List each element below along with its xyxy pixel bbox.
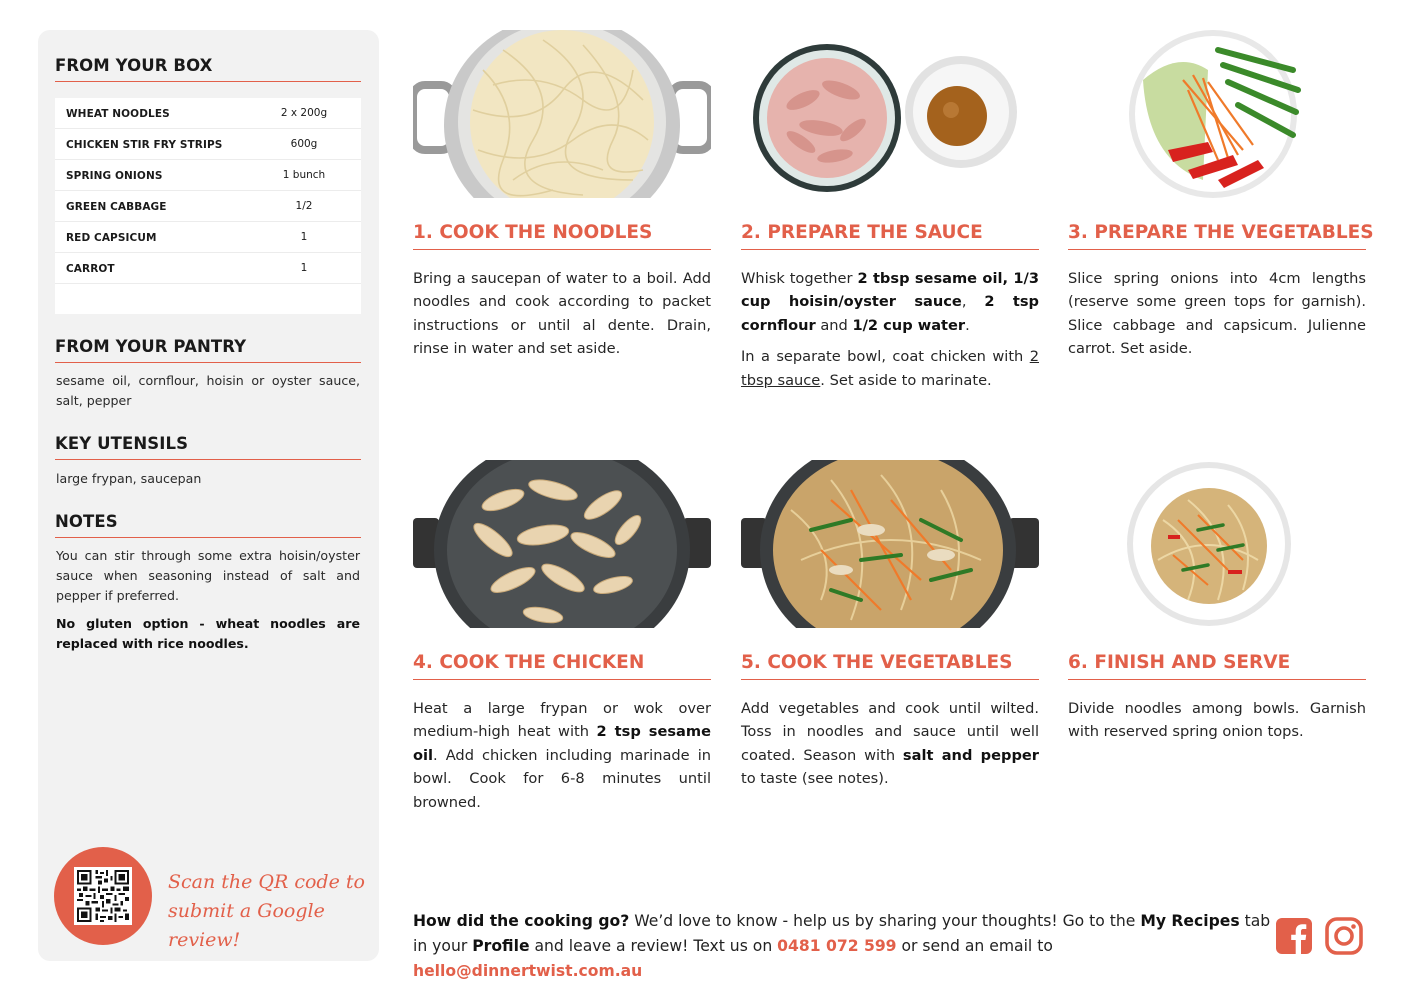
sidebar bbox=[38, 30, 379, 961]
table-row bbox=[55, 191, 361, 222]
step-body bbox=[413, 267, 711, 361]
step-body bbox=[413, 697, 711, 814]
step-text: . Set aside to marinate. bbox=[820, 371, 992, 389]
step-paragraph bbox=[741, 345, 1039, 392]
table-row bbox=[55, 222, 361, 253]
utensils-heading: KEY UTENSILS bbox=[55, 434, 361, 460]
step-text: . bbox=[965, 316, 970, 334]
ingredient-qty: 1 bbox=[300, 231, 308, 243]
step-body bbox=[741, 697, 1039, 791]
table-row bbox=[55, 98, 361, 129]
noodles-in-colander-photo bbox=[413, 30, 711, 198]
step-text: to taste (see notes). bbox=[741, 770, 889, 788]
footer-text-3: and leave a review! Text us on bbox=[529, 937, 778, 955]
ingredient-name: CARROT bbox=[66, 263, 115, 275]
pantry-text: sesame oil, cornflour, hoisin or oyster sauce, salt, pepper bbox=[56, 373, 360, 408]
step-text: Heat a large frypan or wok over medium-high heat with bbox=[413, 700, 711, 741]
utensils-text: large frypan, saucepan bbox=[56, 471, 202, 486]
step-paragraph bbox=[741, 697, 1039, 791]
chicken-in-frypan-photo bbox=[413, 460, 711, 628]
ingredient-qty: 1 bunch bbox=[282, 169, 326, 181]
footer-question: How did the cooking go? bbox=[413, 912, 630, 930]
qr-caption bbox=[168, 868, 368, 955]
notes-text: You can stir through some extra hoisin/oyster sauce when seasoning instead of salt and pepper if preferred. bbox=[56, 548, 360, 603]
step-paragraph bbox=[1068, 267, 1366, 361]
table-row bbox=[55, 253, 361, 284]
table-row bbox=[55, 129, 361, 160]
instagram-icon[interactable] bbox=[1325, 917, 1363, 955]
ingredient-name: RED CAPSICUM bbox=[66, 232, 157, 244]
stir-fry-in-frypan-photo bbox=[741, 460, 1039, 628]
step-title: 2. PREPARE THE SAUCE bbox=[741, 222, 1039, 250]
step-underlined-text: 2 tbsp sauce bbox=[741, 348, 1039, 389]
ingredient-name: WHEAT NOODLES bbox=[66, 108, 170, 120]
step-bold-text: 2 tsp sesame oil bbox=[413, 723, 711, 764]
box-heading: FROM YOUR BOX bbox=[55, 56, 361, 82]
step-bold-text: 2 tsp cornflour bbox=[741, 293, 1039, 334]
step-body bbox=[741, 267, 1039, 392]
review-footer bbox=[413, 909, 1273, 984]
chicken-and-sauce-bowls-photo bbox=[741, 30, 1039, 198]
step-text: Slice spring onions into 4cm lengths (reserve some green tops for garnish). Slice cabbage and capsicum. Julienne carrot. Set aside. bbox=[1068, 270, 1366, 358]
notes-gluten-text: No gluten option - wheat noodles are replaced with rice noodles. bbox=[56, 616, 360, 651]
ingredient-qty: 1 bbox=[300, 262, 308, 274]
ingredient-name: SPRING ONIONS bbox=[66, 170, 163, 182]
ingredient-name: GREEN CABBAGE bbox=[66, 201, 167, 213]
step-paragraph bbox=[741, 267, 1039, 337]
table-row bbox=[55, 160, 361, 191]
qr-code[interactable] bbox=[74, 867, 132, 925]
step-bold-text: 2 tbsp sesame oil, 1/3 cup hoisin/oyster sauce bbox=[741, 270, 1039, 311]
pantry-heading: FROM YOUR PANTRY bbox=[55, 337, 361, 363]
qr-caption-line2: submit a Google review! bbox=[168, 900, 325, 951]
step-text: In a separate bowl, coat chicken with bbox=[741, 348, 1030, 366]
step-title: 6. FINISH AND SERVE bbox=[1068, 652, 1366, 680]
step-text: Whisk together bbox=[741, 270, 858, 287]
sliced-vegetables-plate-photo bbox=[1068, 30, 1366, 198]
step-text: Add vegetables and cook until wilted. Toss in noodles and sauce until well coated. Season with bbox=[741, 700, 1039, 764]
step-title: 5. COOK THE VEGETABLES bbox=[741, 652, 1039, 680]
qr-code-icon bbox=[77, 870, 129, 922]
footer-text-4: or send an email to bbox=[896, 937, 1053, 955]
step-paragraph bbox=[413, 697, 711, 814]
step-body bbox=[1068, 267, 1366, 361]
step-paragraph bbox=[413, 267, 711, 361]
facebook-icon[interactable] bbox=[1275, 917, 1313, 955]
step-text: , bbox=[961, 293, 985, 311]
ingredient-qty: 1/2 bbox=[295, 200, 313, 212]
served-bowl-photo bbox=[1068, 460, 1366, 628]
step-bold-text: salt and pepper bbox=[902, 746, 1039, 764]
ingredient-qty: 600g bbox=[290, 138, 318, 150]
step-title: 1. COOK THE NOODLES bbox=[413, 222, 711, 250]
box-ingredients-table bbox=[55, 98, 361, 314]
footer-profile: Profile bbox=[472, 937, 530, 955]
footer-my-recipes: My Recipes bbox=[1140, 912, 1240, 930]
step-title: 3. PREPARE THE VEGETABLES bbox=[1068, 222, 1366, 250]
step-text: Bring a saucepan of water to a boil. Add noodles and cook according to packet instructions or until al dente. Drain, rinse in water and set aside. bbox=[413, 270, 711, 358]
step-text: . Add chicken including marinade in bowl. Cook for 6-8 minutes until browned. bbox=[413, 746, 711, 811]
step-text: and bbox=[815, 316, 853, 334]
step-title: 4. COOK THE CHICKEN bbox=[413, 652, 711, 680]
notes-heading: NOTES bbox=[55, 512, 361, 538]
step-body bbox=[1068, 697, 1366, 744]
ingredient-name: CHICKEN STIR FRY STRIPS bbox=[66, 139, 223, 151]
step-paragraph bbox=[1068, 697, 1366, 744]
email-link[interactable]: hello@dinnertwist.com.au bbox=[413, 962, 643, 980]
qr-caption-line1: Scan the QR code to bbox=[168, 871, 365, 893]
phone-link[interactable]: 0481 072 599 bbox=[777, 937, 897, 955]
footer-text-2: tab in your bbox=[413, 912, 1271, 955]
footer-text-1: We’d love to know - help us by sharing your thoughts! Go to the bbox=[629, 912, 1141, 930]
step-bold-text: 1/2 cup water bbox=[852, 316, 966, 334]
step-text: Divide noodles among bowls. Garnish with reserved spring onion tops. bbox=[1068, 700, 1366, 741]
qr-badge bbox=[54, 847, 152, 945]
ingredient-qty: 2 x 200g bbox=[280, 107, 328, 119]
